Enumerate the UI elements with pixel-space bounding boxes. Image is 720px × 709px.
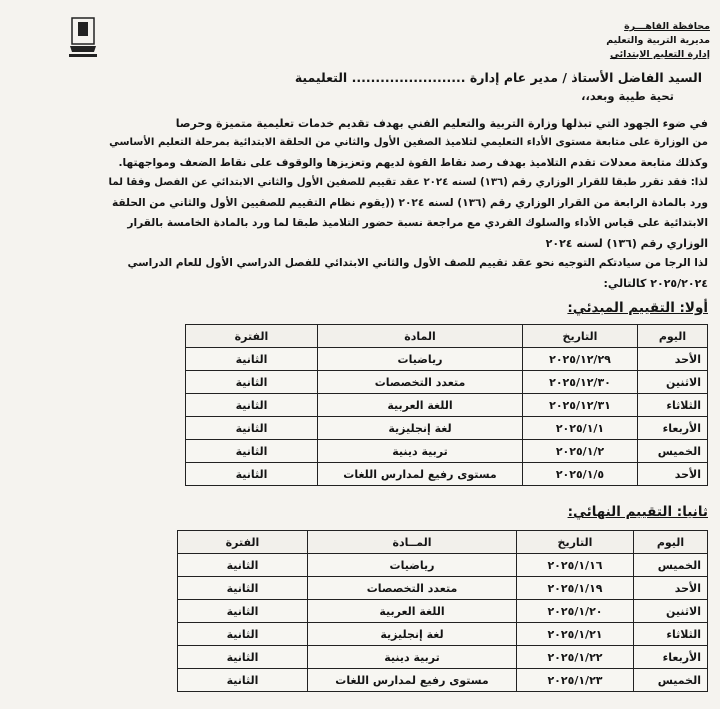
cell-date: ٢٠٢٥/١/١	[523, 417, 638, 440]
cell-period: الثانية	[178, 623, 308, 646]
addressee-dots: ........................	[351, 70, 466, 85]
body-line-1: في ضوء الجهود التي تبذلها وزارة التربية والتعليم الفني بهدف تقديم خدمات تعليمية متميزة وحرصا	[175, 117, 708, 130]
cell-day: الأحد	[638, 463, 708, 486]
cell-day: الخميس	[634, 554, 708, 577]
cell-subject: لغة إنجليزية	[318, 417, 523, 440]
cell-period: الثانية	[178, 554, 308, 577]
table-row	[178, 577, 708, 600]
initial-assessment-table	[185, 324, 708, 486]
table-row	[178, 600, 708, 623]
cell-date: ٢٠٢٥/١٢/٣٠	[523, 371, 638, 394]
table-header-row	[186, 325, 708, 348]
cell-period: الثانية	[186, 440, 318, 463]
header-subject: المادة	[318, 325, 523, 348]
table-row	[178, 623, 708, 646]
table-row	[186, 417, 708, 440]
table-header-row	[178, 531, 708, 554]
cell-period: الثانية	[178, 646, 308, 669]
greeting: تحية طيبة وبعد،،	[581, 89, 674, 103]
header-period: الفترة	[186, 325, 318, 348]
header-subject: المــادة	[308, 531, 517, 554]
table-row	[186, 394, 708, 417]
cell-date: ٢٠٢٥/١/٢١	[517, 623, 634, 646]
cell-period: الثانية	[186, 348, 318, 371]
cell-day: الخميس	[638, 440, 708, 463]
cell-date: ٢٠٢٥/١/٢٣	[517, 669, 634, 692]
cell-day: الاثنين	[638, 371, 708, 394]
cell-subject: رياضيات	[318, 348, 523, 371]
body-line-6: الابتدائية على قياس الأداء والسلوك الفردي مع مراجعة نسبة حضور التلاميذ طبقا لما ورد بالمادة الخامسة بالقرار	[127, 217, 708, 229]
body-line-8: لذا الرجا من سيادتكم التوجيه نحو عقد تقييم للصف الأول والثاني الابتدائي للفصل الدراسي الأول للعام الدراسي	[127, 257, 708, 269]
table-row	[178, 646, 708, 669]
body-line-2: من الوزارة على متابعة مستوى الأداء التعليمي لتلاميذ الصفين الأول والثاني من الحلقة الابتدائية بمرحلة التعليم الأساسي	[109, 137, 708, 148]
cell-day: الأربعاء	[634, 646, 708, 669]
ministry-logo-icon	[66, 16, 100, 60]
cell-subject: اللغة العربية	[318, 394, 523, 417]
table-row	[178, 669, 708, 692]
body-line-9: ٢٠٢٥/٢٠٢٤ كالتالي:	[603, 277, 708, 290]
table-row	[186, 463, 708, 486]
body-line-7: الوزاري رقم (١٣٦) لسنه ٢٠٢٤	[545, 237, 708, 250]
header-date: التاريخ	[517, 531, 634, 554]
header-period: الفترة	[178, 531, 308, 554]
header-day: اليوم	[634, 531, 708, 554]
cell-date: ٢٠٢٥/١/٢	[523, 440, 638, 463]
cell-day: الثلاثاء	[638, 394, 708, 417]
cell-date: ٢٠٢٥/١/١٦	[517, 554, 634, 577]
cell-day: الخميس	[634, 669, 708, 692]
cell-date: ٢٠٢٥/١/٥	[523, 463, 638, 486]
org-header	[606, 20, 710, 62]
cell-day: الأحد	[634, 577, 708, 600]
header-day: اليوم	[638, 325, 708, 348]
cell-subject: مستوى رفيع لمدارس اللغات	[308, 669, 517, 692]
addressee-text: السيد الفاضل الأستاذ / مدير عام إدارة	[469, 70, 702, 85]
cell-subject: متعدد التخصصات	[318, 371, 523, 394]
cell-period: الثانية	[178, 669, 308, 692]
cell-date: ٢٠٢٥/١/٢٠	[517, 600, 634, 623]
cell-day: الأربعاء	[638, 417, 708, 440]
body-line-4: لذا: فقد تقرر طبقا للقرار الوزاري رقم (١٣٦) لسنه ٢٠٢٤ عقد تقييم للصفين الأول والثاني الابتدائي عن الفصل وفقا لما	[108, 177, 708, 188]
cell-day: الاثنين	[634, 600, 708, 623]
cell-date: ٢٠٢٥/١٢/٣١	[523, 394, 638, 417]
cell-subject: مستوى رفيع لمدارس اللغات	[318, 463, 523, 486]
addressee-end: التعليمية	[294, 70, 348, 85]
body-line-3: وكذلك متابعة معدلات تقدم التلاميذ بهدف رصد نقاط القوة لديهم وتعزيزها والوقوف على نقاط الضعف ومواجهتها.	[118, 157, 708, 169]
cell-period: الثانية	[178, 600, 308, 623]
table-row	[186, 371, 708, 394]
cell-subject: تربية دينية	[318, 440, 523, 463]
governorate-label: محافظة القاهـــرة	[624, 21, 710, 32]
cell-subject: تربية دينية	[308, 646, 517, 669]
final-assessment-table	[177, 530, 708, 692]
cell-subject: متعدد التخصصات	[308, 577, 517, 600]
cell-period: الثانية	[186, 371, 318, 394]
addressee-line	[295, 70, 702, 85]
cell-period: الثانية	[186, 463, 318, 486]
cell-subject: رياضيات	[308, 554, 517, 577]
cell-period: الثانية	[186, 417, 318, 440]
cell-period: الثانية	[186, 394, 318, 417]
table-row	[186, 440, 708, 463]
cell-subject: اللغة العربية	[308, 600, 517, 623]
table-row	[178, 554, 708, 577]
cell-period: الثانية	[178, 577, 308, 600]
section1-title: أولا: التقييم المبدئي:	[567, 300, 708, 316]
department-label: إدارة التعليم الابتدائي	[609, 49, 710, 60]
section2-title: ثانيا: التقييم النهائي:	[567, 504, 708, 520]
directorate-label: مديرية التربية والتعليم	[606, 35, 710, 46]
table-row	[186, 348, 708, 371]
cell-date: ٢٠٢٥/١٢/٢٩	[523, 348, 638, 371]
cell-date: ٢٠٢٥/١/٢٢	[517, 646, 634, 669]
cell-day: الثلاثاء	[634, 623, 708, 646]
cell-day: الأحد	[638, 348, 708, 371]
cell-subject: لغة إنجليزية	[308, 623, 517, 646]
body-line-5: ورد بالمادة الرابعة من القرار الوزاري رقم (١٣٦) لسنه ٢٠٢٤ ((يقوم نظام التقييم للصفيين الأول والثاني من الحلقة	[112, 197, 708, 209]
cell-date: ٢٠٢٥/١/١٩	[517, 577, 634, 600]
header-date: التاريخ	[523, 325, 638, 348]
